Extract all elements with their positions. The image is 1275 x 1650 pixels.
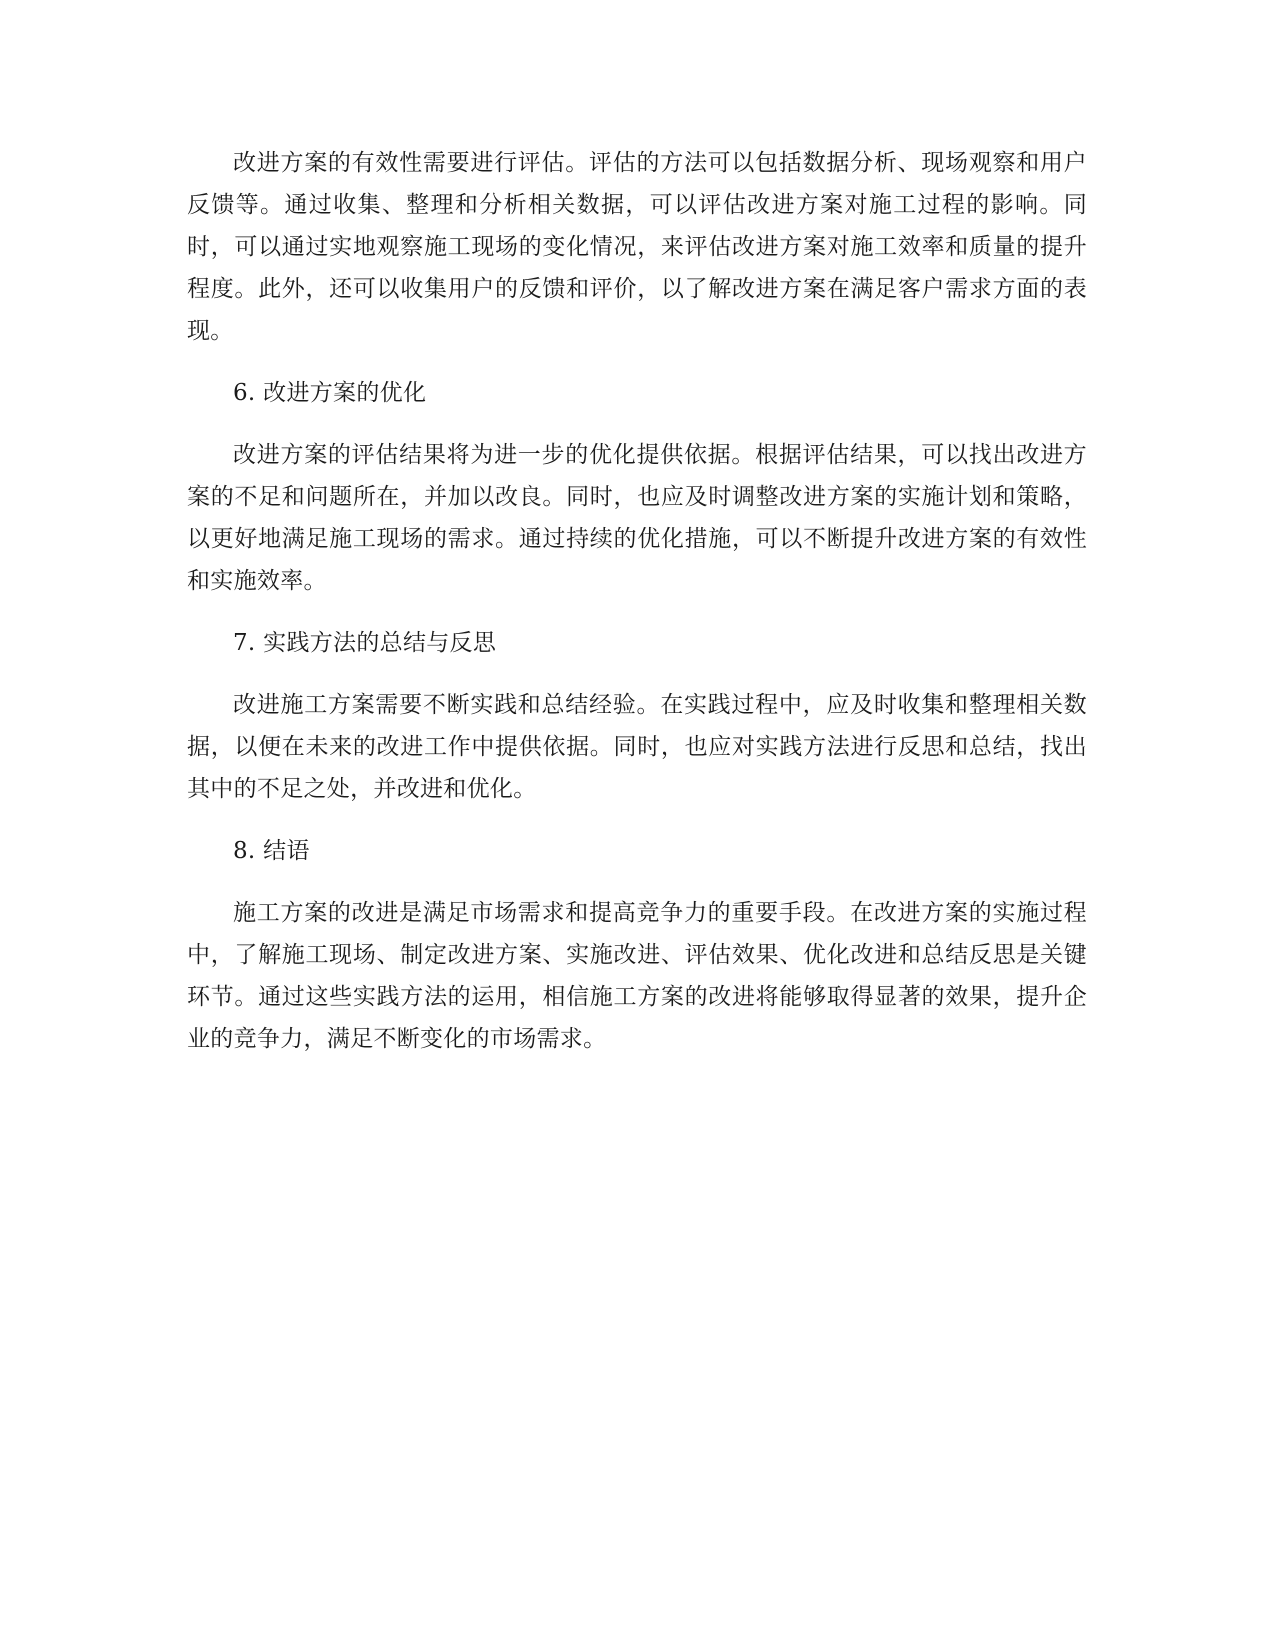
- paragraph-conclusion: 施工方案的改进是满足市场需求和提高竞争力的重要手段。在改进方案的实施过程中，了解施工现场、制定改进方案、实施改进、评估效果、优化改进和总结反思是关键环节。通过这些实践方法的运用，相信施工方案的改进将能够取得显著的效果，提升企业的竞争力，满足不断变化的市场需求。: [187, 900, 1087, 1052]
- document-body: [187, 142, 1087, 1080]
- paragraph-optimization: 改进方案的评估结果将为进一步的优化提供依据。根据评估结果，可以找出改进方案的不足和问题所在，并加以改良。同时，也应及时调整改进方案的实施计划和策略，以更好地满足施工现场的需求。通过持续的优化措施，可以不断提升改进方案的有效性和实施效率。: [187, 442, 1087, 594]
- heading-section-7: 7. 实践方法的总结与反思: [233, 630, 497, 656]
- heading-section-8: 8. 结语: [233, 838, 310, 864]
- paragraph-summary-reflection: 改进施工方案需要不断实践和总结经验。在实践过程中，应及时收集和整理相关数据，以便在未来的改进工作中提供依据。同时，也应对实践方法进行反思和总结，找出其中的不足之处，并改进和优化。: [187, 692, 1087, 802]
- paragraph-evaluation: 改进方案的有效性需要进行评估。评估的方法可以包括数据分析、现场观察和用户反馈等。通过收集、整理和分析相关数据，可以评估改进方案对施工过程的影响。同时，可以通过实地观察施工现场的变化情况，来评估改进方案对施工效率和质量的提升程度。此外，还可以收集用户的反馈和评价，以了解改进方案在满足客户需求方面的表现。: [187, 150, 1087, 344]
- heading-section-6: 6. 改进方案的优化: [233, 380, 427, 406]
